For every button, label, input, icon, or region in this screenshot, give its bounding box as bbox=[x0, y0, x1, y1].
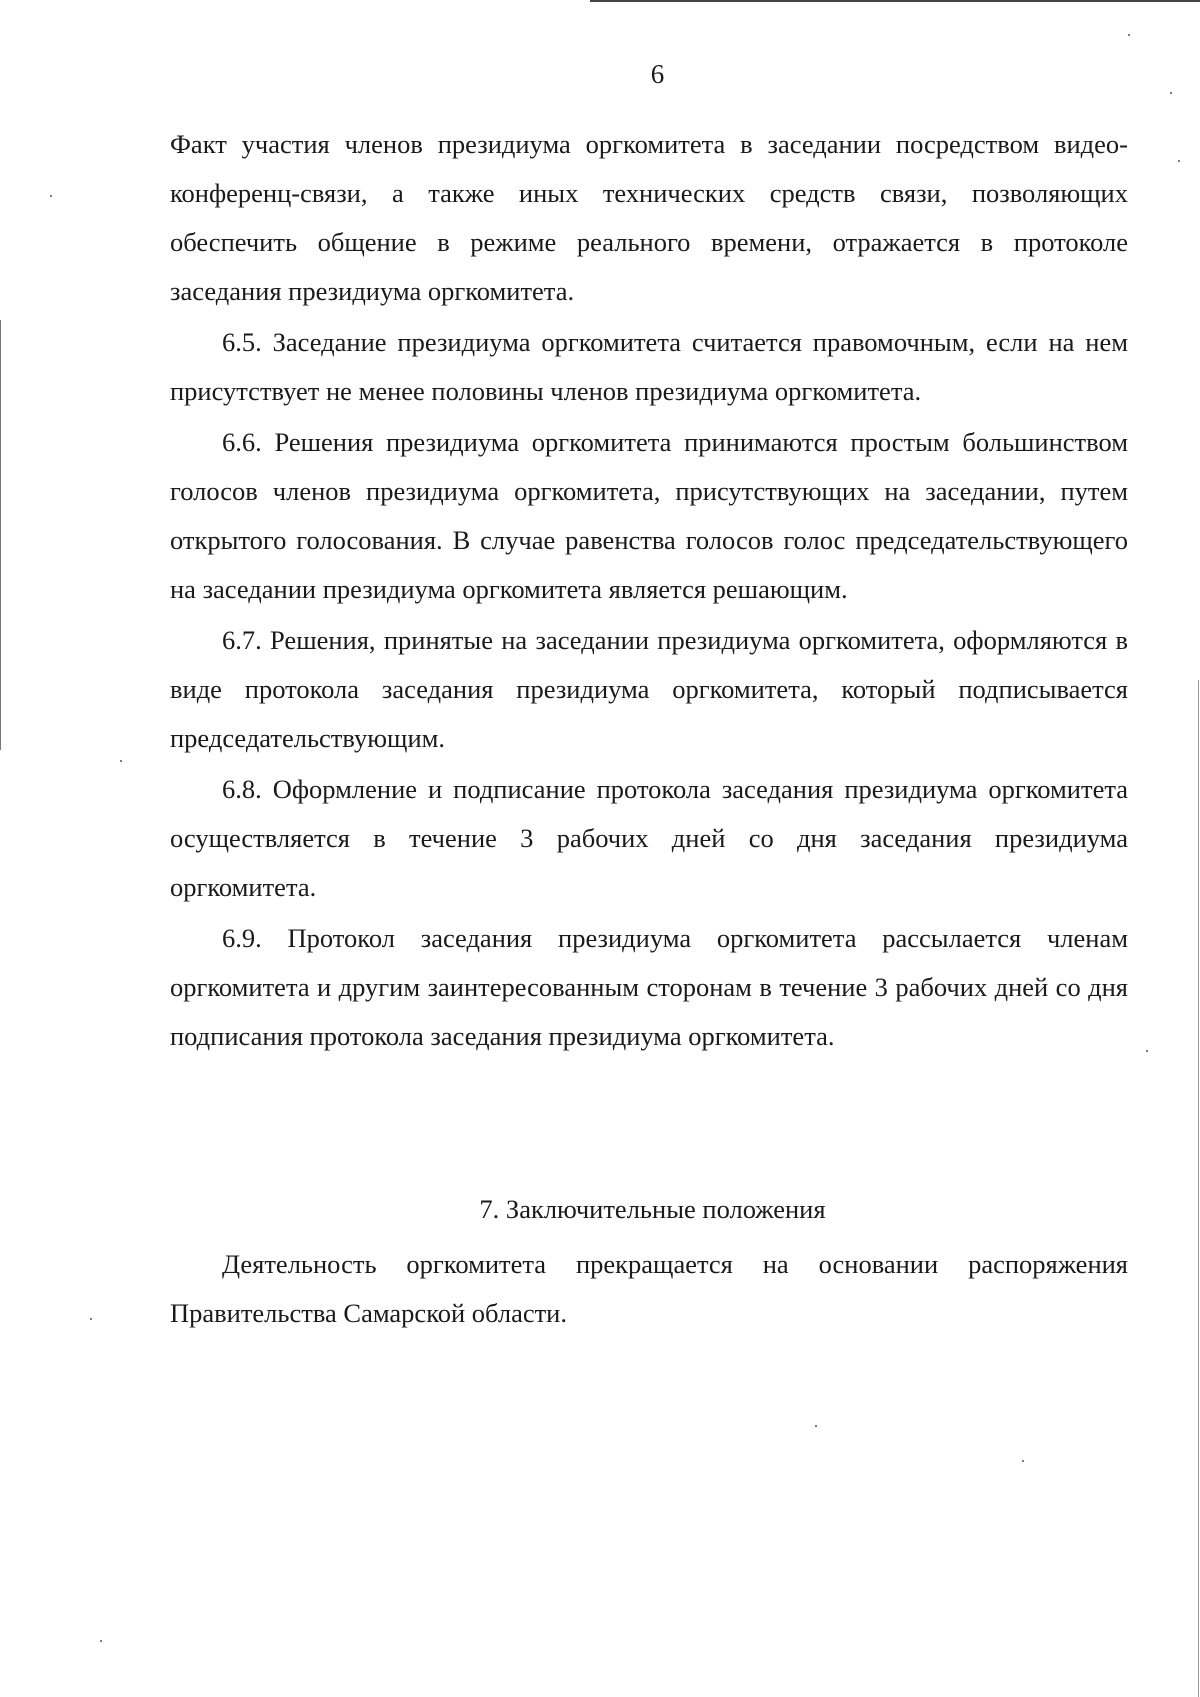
paragraph-6-9: 6.9. Протокол заседания президиума оргкомитета рассылается членам оргкомитета и другим заинтересованным сторонам в течение 3 рабочих дней со дня подписания протокола заседания президиума оргкомитета. bbox=[170, 923, 1128, 1051]
scan-speck bbox=[1170, 92, 1172, 94]
main-text bbox=[170, 120, 1128, 1063]
scan-speck bbox=[90, 1318, 92, 1320]
scan-speck bbox=[50, 195, 52, 197]
paragraph-6-5: 6.5. Заседание президиума оргкомитета считается правомочным, если на нем присутствует не менее половины членов президиума оргкомитета. bbox=[170, 327, 1128, 406]
paragraph-6-8: 6.8. Оформление и подписание протокола заседания президиума оргкомитета осуществляется в течение 3 рабочих дней со дня заседания президиума оргкомитета. bbox=[170, 774, 1128, 902]
scan-edge-right bbox=[1198, 680, 1199, 1697]
scan-speck bbox=[1146, 1050, 1148, 1052]
scan-speck bbox=[120, 760, 122, 762]
page-number: 6 bbox=[650, 59, 665, 89]
scan-speck bbox=[1178, 160, 1180, 162]
paragraph-6-6: 6.6. Решения президиума оргкомитета принимаются простым большинством голосов членов президиума оргкомитета, присутствующих на заседании, путем открытого голосования. В случае равенства голосов голос председательствующего на заседании президиума оргкомитета является решающим. bbox=[170, 427, 1128, 604]
paragraph-6-7: 6.7. Решения, принятые на заседании президиума оргкомитета, оформляются в виде протокола заседания президиума оргкомитета, который подписывается председательствующим. bbox=[170, 625, 1128, 753]
final-paragraph: Деятельность оргкомитета прекращается на основании распоряжения Правительства Самарской области. bbox=[170, 1249, 1128, 1328]
scan-speck bbox=[100, 1640, 102, 1642]
scan-speck bbox=[1128, 34, 1130, 36]
scan-speck bbox=[1022, 1460, 1024, 1462]
scan-edge-top bbox=[590, 0, 1200, 2]
paragraph-continuation: Факт участия членов президиума оргкомитета в заседании посредством видео-конференц-связи, а также иных технических средств связи, позволяющих обеспечить общение в режиме реального времени, отражается в протоколе заседания президиума оргкомитета. bbox=[170, 129, 1128, 306]
scan-edge-left bbox=[0, 320, 1, 750]
section-title: 7. Заключительные положения bbox=[479, 1194, 826, 1224]
scan-speck bbox=[815, 1425, 817, 1427]
